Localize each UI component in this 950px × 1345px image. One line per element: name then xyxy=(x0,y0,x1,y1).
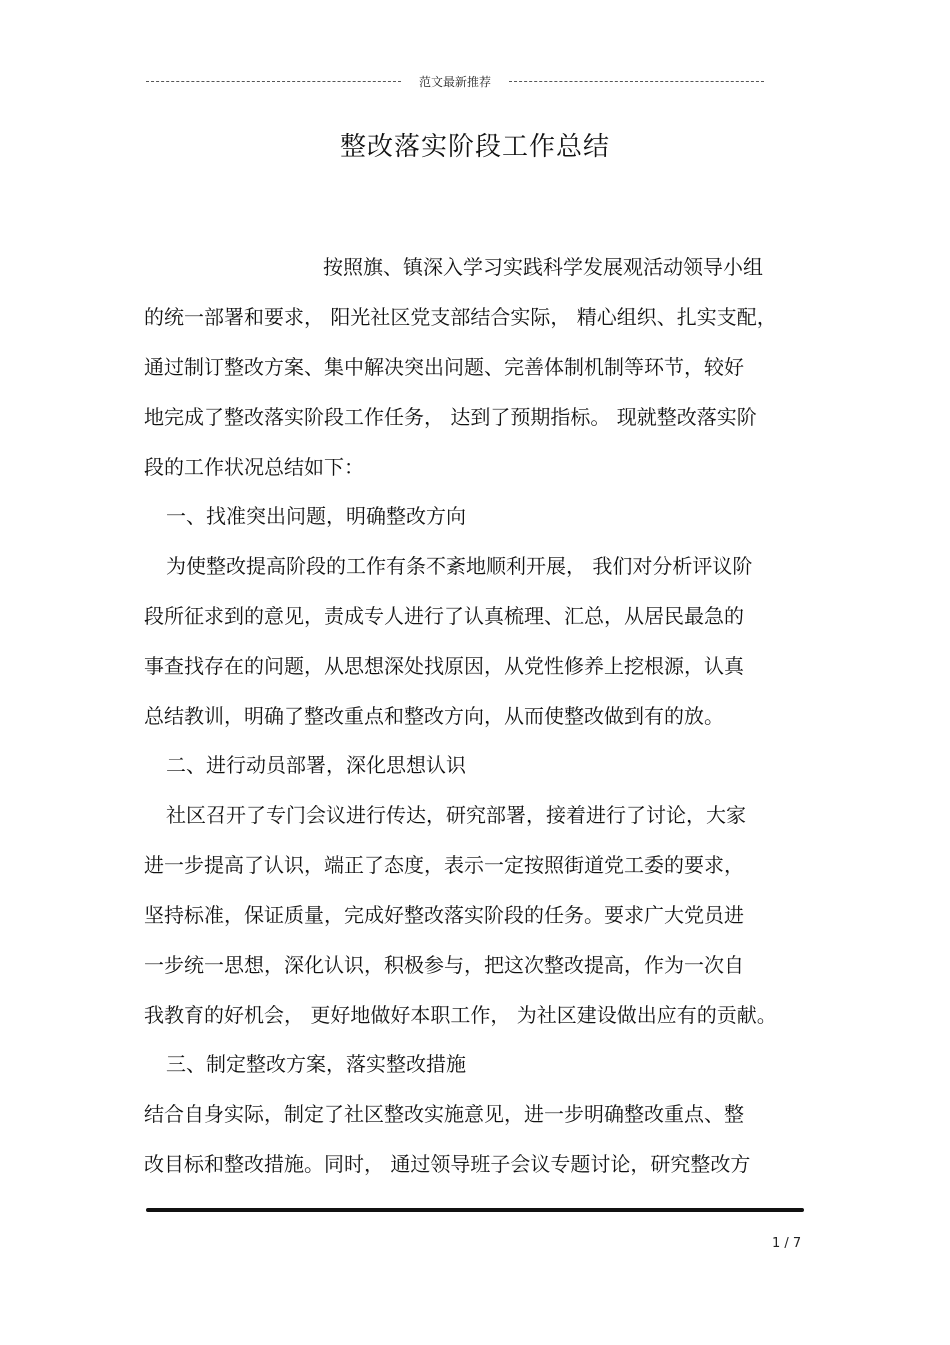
paragraph-line: 通过制订整改方案、集中解决突出问题、完善体制机制等环节，较好 xyxy=(144,355,744,379)
paragraph-line: 段所征求到的意见，责成专人进行了认真梳理、汇总，从居民最急的 xyxy=(144,604,744,628)
page-number: 1 / 7 xyxy=(772,1236,802,1251)
section-heading: 三、制定整改方案，落实整改措施 xyxy=(166,1052,466,1076)
paragraph-line: 结合自身实际，制定了社区整改实施意见，进一步明确整改重点、整 xyxy=(144,1102,744,1126)
section-heading: 一、找准突出问题，明确整改方向 xyxy=(166,504,466,528)
paragraph-line: 改目标和整改措施。同时， 通过领导班子会议专题讨论，研究整改方 xyxy=(144,1152,751,1176)
paragraph-line: 为使整改提高阶段的工作有条不紊地顺利开展， 我们对分析评议阶 xyxy=(166,554,753,578)
paragraph-line: 一步统一思想，深化认识，积极参与，把这次整改提高，作为一次自 xyxy=(144,953,744,977)
section-heading: 二、进行动员部署，深化思想认识 xyxy=(166,753,466,777)
paragraph-line: 地完成了整改落实阶段工作任务， 达到了预期指标。 现就整改落实阶 xyxy=(144,405,757,429)
paragraph-line: 事查找存在的问题，从思想深处找原因，从党性修养上挖根源，认真 xyxy=(144,654,744,678)
paragraph-line: 总结教训，明确了整改重点和整改方向，从而使整改做到有的放。 xyxy=(144,704,724,728)
header-label: 范文最新推荐 xyxy=(419,74,492,89)
page-header xyxy=(146,71,764,91)
paragraph-line: 的统一部署和要求， 阳光社区党支部结合实际， 精心组织、扎实支配， xyxy=(144,305,777,329)
paragraph-line: 段的工作状况总结如下： xyxy=(144,455,364,479)
paragraph-line: 我教育的好机会， 更好地做好本职工作， 为社区建设做出应有的贡献。 xyxy=(144,1003,777,1027)
paragraph-line: 坚持标准，保证质量，完成好整改落实阶段的任务。要求广大党员进 xyxy=(144,903,744,927)
header-dash-right xyxy=(509,81,764,82)
document-title: 整改落实阶段工作总结 xyxy=(339,132,610,162)
footer-rule xyxy=(146,1208,804,1212)
paragraph-line: 按照旗、镇深入学习实践科学发展观活动领导小组 xyxy=(323,255,763,279)
paragraph-line: 社区召开了专门会议进行传达，研究部署，接着进行了讨论，大家 xyxy=(166,803,746,827)
header-dash-left xyxy=(146,81,401,82)
paragraph-line: 进一步提高了认识，端正了态度，表示一定按照街道党工委的要求， xyxy=(144,853,744,877)
